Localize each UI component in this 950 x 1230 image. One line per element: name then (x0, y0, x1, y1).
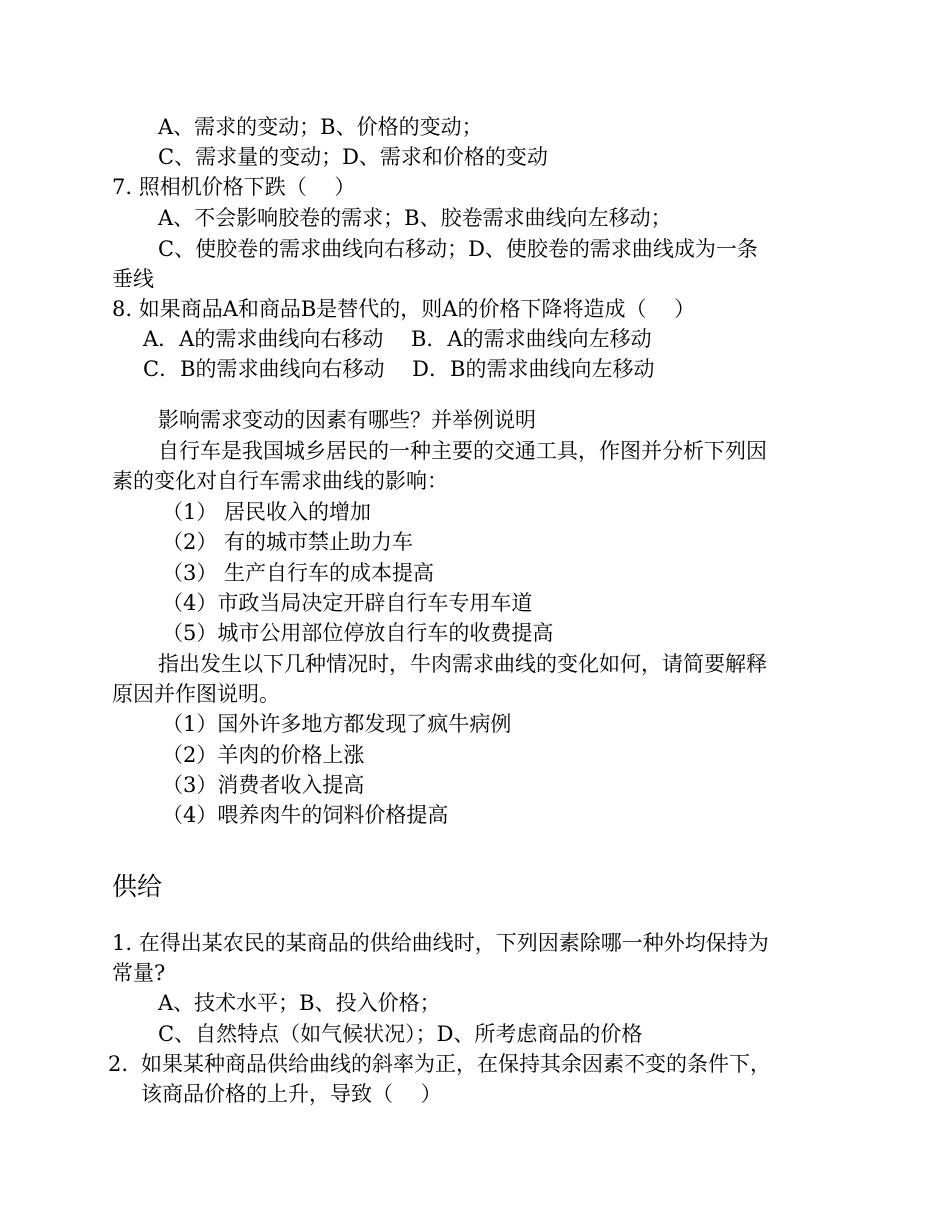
s1-stem-line-2: 常量? (112, 961, 166, 985)
q8-options-cd: C．B的需求曲线向右移动 D．B的需求曲线向左移动 (143, 357, 655, 381)
essay-2-item-5: （5）城市公用部位停放自行车的收费提高 (162, 621, 554, 645)
s2-stem-line-1: 如果某种商品供给曲线的斜率为正，在保持其余因素不变的条件下， (141, 1052, 771, 1076)
essay-3-line-1: 指出发生以下几种情况时，牛肉需求曲线的变化如何，请简要解释 (158, 652, 767, 676)
essay-3-item-1: （1）国外许多地方都发现了疯牛病例 (162, 712, 512, 736)
s1-options-ab: A、技术水平；B、投入价格； (158, 991, 441, 1015)
s1-stem-line-1: 1. 在得出某农民的某商品的供给曲线时，下列因素除哪一种外均保持为 (112, 931, 769, 955)
essay-2-line-1: 自行车是我国城乡居民的一种主要的交通工具，作图并分析下列因 (158, 439, 767, 463)
essay-1: 影响需求变动的因素有哪些？并举例说明 (158, 408, 536, 432)
essay-2-item-4: （4）市政当局决定开辟自行车专用车道 (162, 591, 533, 615)
essay-3-item-3: （3）消费者收入提高 (162, 773, 365, 797)
essay-3-item-2: （2）羊肉的价格上涨 (162, 743, 365, 767)
essay-3-item-4: （4）喂养肉牛的饲料价格提高 (162, 803, 449, 827)
essay-2-item-3: （3） 生产自行车的成本提高 (162, 561, 435, 585)
q8-options-ab: A．A的需求曲线向右移动 B．A的需求曲线向左移动 (143, 327, 652, 351)
essay-2-item-1: （1） 居民收入的增加 (162, 500, 372, 524)
essay-2-item-2: （2） 有的城市禁止助力车 (162, 530, 414, 554)
q6-options-cd: C、需求量的变动；D、需求和价格的变动 (158, 145, 548, 169)
q7-options-ab: A、不会影响胶卷的需求；B、胶卷需求曲线向左移动； (158, 206, 672, 230)
s1-options-cd: C、自然特点（如气候状况）；D、所考虑商品的价格 (158, 1022, 643, 1046)
q7-stem: 7. 照相机价格下跌（ ） (112, 175, 356, 199)
q6-options-ab: A、需求的变动；B、价格的变动； (158, 115, 483, 139)
section-heading-supply: 供给 (112, 872, 163, 901)
q8-stem: 8. 如果商品A和商品B是替代的，则A的价格下降将造成（ ） (112, 297, 696, 321)
essay-3-line-2: 原因并作图说明。 (112, 682, 280, 706)
q7-options-cd-cont: 垂线 (112, 267, 154, 291)
q7-options-cd: C、使胶卷的需求曲线向右移动；D、使胶卷的需求曲线成为一条 (158, 237, 758, 261)
s2-number: 2. (108, 1052, 129, 1076)
essay-2-line-2: 素的变化对自行车需求曲线的影响： (112, 469, 448, 493)
s2-stem-line-2: 该商品价格的上升，导致（ ） (141, 1082, 442, 1106)
